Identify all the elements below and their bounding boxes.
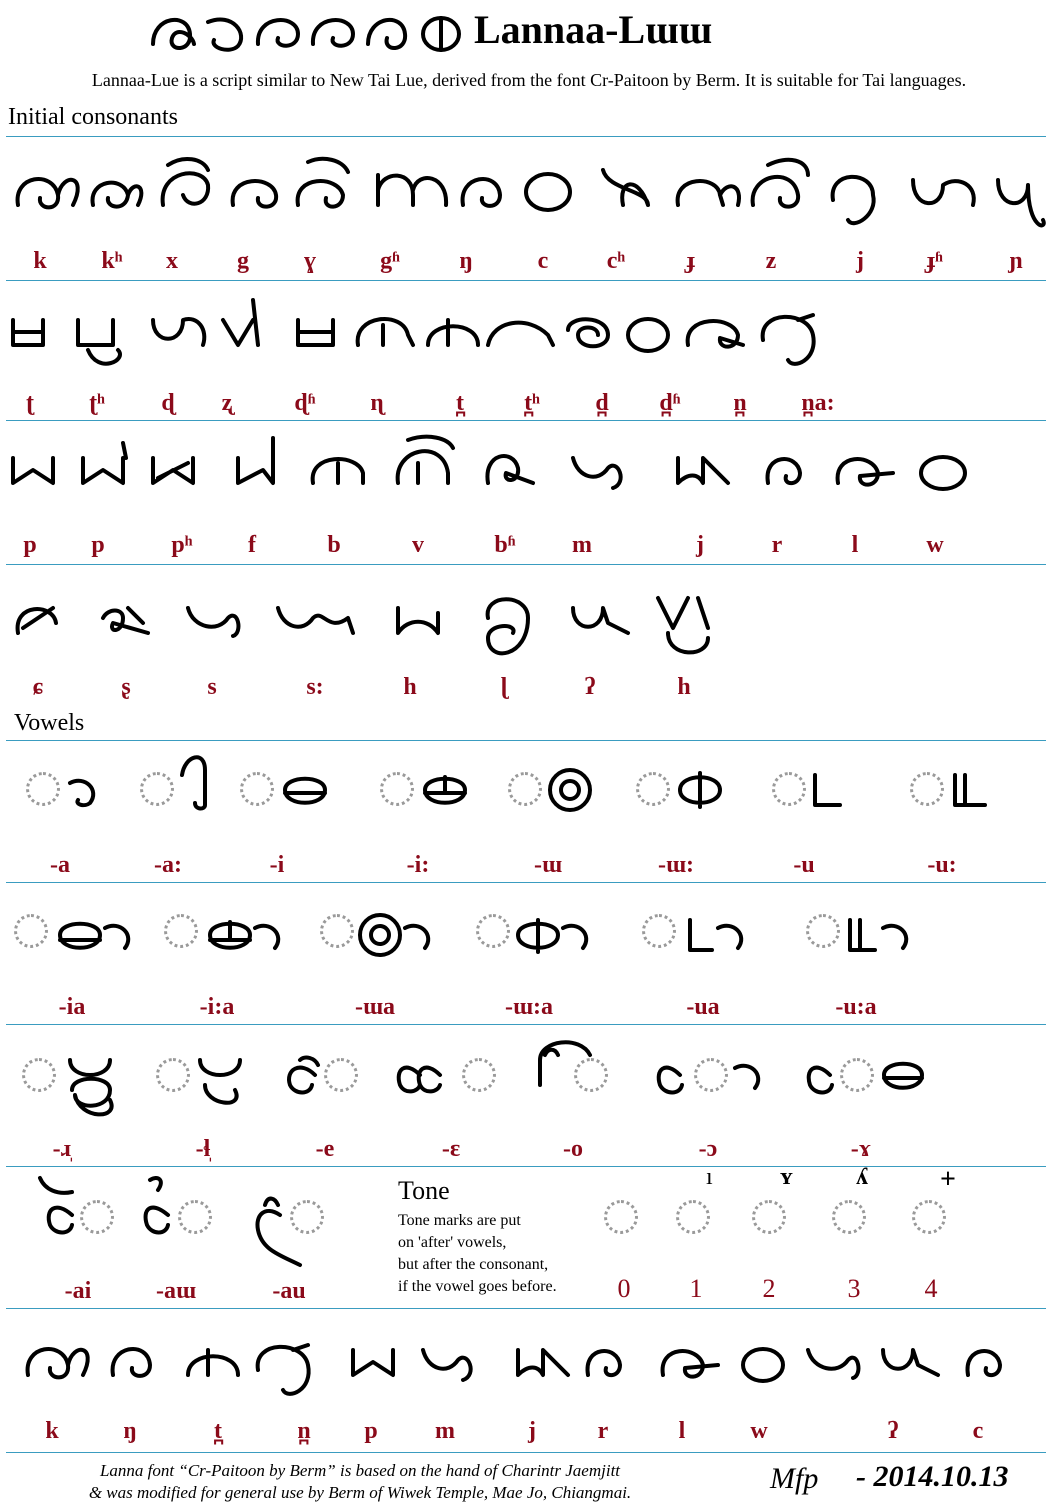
vowel-label: -ɯ <box>534 852 562 878</box>
section-heading-vowels: Vowels <box>14 710 85 736</box>
tone-note-line: but after the consonant, <box>398 1256 549 1273</box>
consonant-label: ɟ <box>687 248 695 274</box>
final-label: k <box>45 1418 59 1444</box>
consonant-label: j <box>856 248 864 274</box>
final-label: n̪ <box>297 1418 311 1444</box>
consonant-label: t̪ʰ <box>524 390 540 416</box>
consonant-label: t̪ <box>456 390 464 416</box>
consonant-label: bʱ <box>494 532 516 558</box>
tone-mark-1: ı <box>706 1164 713 1190</box>
final-label: ʔ <box>887 1418 899 1444</box>
consonant-label: h <box>403 674 417 700</box>
consonant-label: ʔ <box>584 674 596 700</box>
vowel-label: -i: <box>406 852 430 878</box>
placeholder-circle <box>604 1200 638 1234</box>
intro-text: Lannaa-Lue is a script similar to New Tai Lue, derived from the font Cr-Paitoon by Berm. It is suitable for Tai languages. <box>91 70 967 90</box>
consonant-glyph-row-1 <box>8 150 1048 240</box>
placeholder-circle <box>676 1200 710 1234</box>
divider <box>6 740 1046 741</box>
tone-mark-4: + <box>940 1164 956 1195</box>
vowel-label: -u <box>793 852 815 878</box>
tone-note-line: Tone marks are put <box>398 1212 521 1229</box>
final-label: l <box>678 1418 686 1444</box>
vowel-label: -i:a <box>199 994 235 1020</box>
vowel-label: -ɯ: <box>658 852 694 878</box>
vowel-label: -a <box>50 852 70 878</box>
tone-note <box>398 1210 598 1298</box>
credits-line: Lanna font “Cr-Paitoon by Berm” is based on the hand of Charintr Jaemjitt <box>99 1461 621 1480</box>
vowel-marks-row-4 <box>0 1170 390 1280</box>
consonant-label: ʂ <box>121 674 131 700</box>
final-label: w <box>750 1418 768 1444</box>
vowel-label: -ɔ <box>698 1136 718 1162</box>
vowel-label: -ɬ̩ <box>195 1136 211 1162</box>
credits-line: & was modified for general use by Berm of Wiwek Temple, Mae Jo, Chiangmai. <box>88 1483 632 1502</box>
consonant-label: pʰ <box>171 532 193 558</box>
consonant-label: cʰ <box>606 248 626 274</box>
consonant-label: b <box>327 532 341 558</box>
divider <box>6 1024 1046 1025</box>
consonant-label: d̪ <box>595 390 609 416</box>
vowel-label: -ɯa <box>355 994 395 1020</box>
consonant-label: f <box>248 532 256 558</box>
consonant-label: gʱ <box>380 248 400 274</box>
vowel-label: -u: <box>927 852 957 878</box>
consonant-label: s: <box>306 674 324 700</box>
date: - 2014.10.13 <box>856 1460 1009 1493</box>
consonant-label: j <box>696 532 704 558</box>
consonant-label: ɕ <box>32 674 44 700</box>
consonant-label: h <box>677 674 691 700</box>
tone-heading: Tone <box>398 1176 450 1205</box>
tone-number: 0 <box>617 1274 631 1303</box>
consonant-label: ŋ <box>459 248 473 274</box>
consonant-label: r <box>771 532 783 558</box>
placeholder-circle <box>752 1200 786 1234</box>
vowel-marks-row-1 <box>0 745 1040 825</box>
consonant-label: n̪a: <box>801 390 835 416</box>
vowel-label: -ɯ:a <box>505 994 553 1020</box>
consonant-label: ʐ <box>221 390 233 416</box>
consonant-label: d̪ʱ <box>659 390 681 416</box>
consonant-label: p <box>23 532 37 558</box>
vowel-label: -e <box>315 1136 335 1162</box>
final-label: t̪ <box>214 1418 222 1444</box>
placeholder-circle <box>912 1200 946 1234</box>
consonant-label: kʰ <box>101 248 123 274</box>
divider <box>6 280 1046 281</box>
consonant-label: ɲ <box>1009 248 1023 274</box>
tone-number: 2 <box>762 1274 776 1303</box>
consonant-label: ʈʰ <box>89 390 105 416</box>
consonant-label: l <box>851 532 859 558</box>
vowel-label: -ɛ <box>441 1136 461 1162</box>
vowel-marks-row-3 <box>0 1030 1040 1130</box>
consonant-label: x <box>166 248 178 274</box>
vowel-label: -u:a <box>835 994 877 1020</box>
placeholder-circle <box>832 1200 866 1234</box>
divider <box>6 1166 1046 1167</box>
final-label: p <box>364 1418 378 1444</box>
final-consonant-glyph-row <box>8 1320 1048 1410</box>
consonant-label: p <box>91 532 105 558</box>
tone-mark-3: ʎ <box>856 1164 868 1190</box>
vowel-label: -aɯ <box>156 1278 196 1304</box>
divider <box>6 420 1046 421</box>
divider <box>6 1308 1046 1309</box>
consonant-label: v <box>412 532 424 558</box>
divider <box>6 882 1046 883</box>
consonant-label: w <box>926 532 944 558</box>
final-label: ŋ <box>123 1418 137 1444</box>
vowel-label: -i <box>269 852 285 878</box>
credits <box>0 1460 720 1504</box>
vowel-label: -ɹ̩ <box>52 1136 72 1162</box>
final-label: c <box>972 1418 984 1444</box>
vowel-label: -o <box>563 1136 583 1162</box>
consonant-label: c <box>537 248 549 274</box>
vowel-marks-row-2 <box>0 890 1040 970</box>
divider <box>6 564 1046 565</box>
final-label: j <box>528 1418 536 1444</box>
signature: Mfp <box>770 1462 819 1495</box>
consonant-label: ɳ <box>370 390 384 416</box>
final-label: m <box>435 1418 455 1444</box>
divider <box>6 136 1046 137</box>
tone-note-line: if the vowel goes before. <box>398 1278 557 1295</box>
consonant-label: ɖʱ <box>294 390 316 416</box>
vowel-label: -ai <box>64 1278 92 1304</box>
vowel-label: -ua <box>686 994 720 1020</box>
consonant-label: s <box>207 674 217 700</box>
consonant-label: k <box>33 248 47 274</box>
divider <box>6 1452 1046 1453</box>
consonant-glyph-row-3 <box>8 428 1048 518</box>
tone-mark-2: ʏ <box>780 1164 793 1190</box>
consonant-label: ɭ <box>500 674 508 700</box>
vowel-label: -au <box>272 1278 306 1304</box>
vowel-label: -ɤ <box>850 1136 872 1162</box>
tone-number: 4 <box>924 1274 938 1303</box>
tone-note-line: on 'after' vowels, <box>398 1234 507 1251</box>
consonant-label: ɖ <box>161 390 175 416</box>
consonant-glyph-row-4 <box>8 578 1048 668</box>
consonant-label: m <box>572 532 592 558</box>
consonant-label: ɟʱ <box>927 248 943 274</box>
final-label: r <box>597 1418 609 1444</box>
title-script-glyphs <box>148 4 468 64</box>
page-title: Lannaa-Lɯɯ <box>474 7 712 52</box>
tone-number: 1 <box>689 1274 703 1303</box>
vowel-label: -ia <box>58 994 86 1020</box>
consonant-label: ɣ <box>304 248 316 274</box>
consonant-label: g <box>237 248 249 274</box>
consonant-glyph-row-2 <box>8 290 1048 380</box>
tone-number: 3 <box>847 1274 861 1303</box>
consonant-label: n̪ <box>733 390 747 416</box>
section-heading-initial-consonants: Initial consonants <box>8 104 178 130</box>
vowel-label: -a: <box>154 852 182 878</box>
consonant-label: ʈ <box>26 390 34 416</box>
consonant-label: z <box>765 248 777 274</box>
